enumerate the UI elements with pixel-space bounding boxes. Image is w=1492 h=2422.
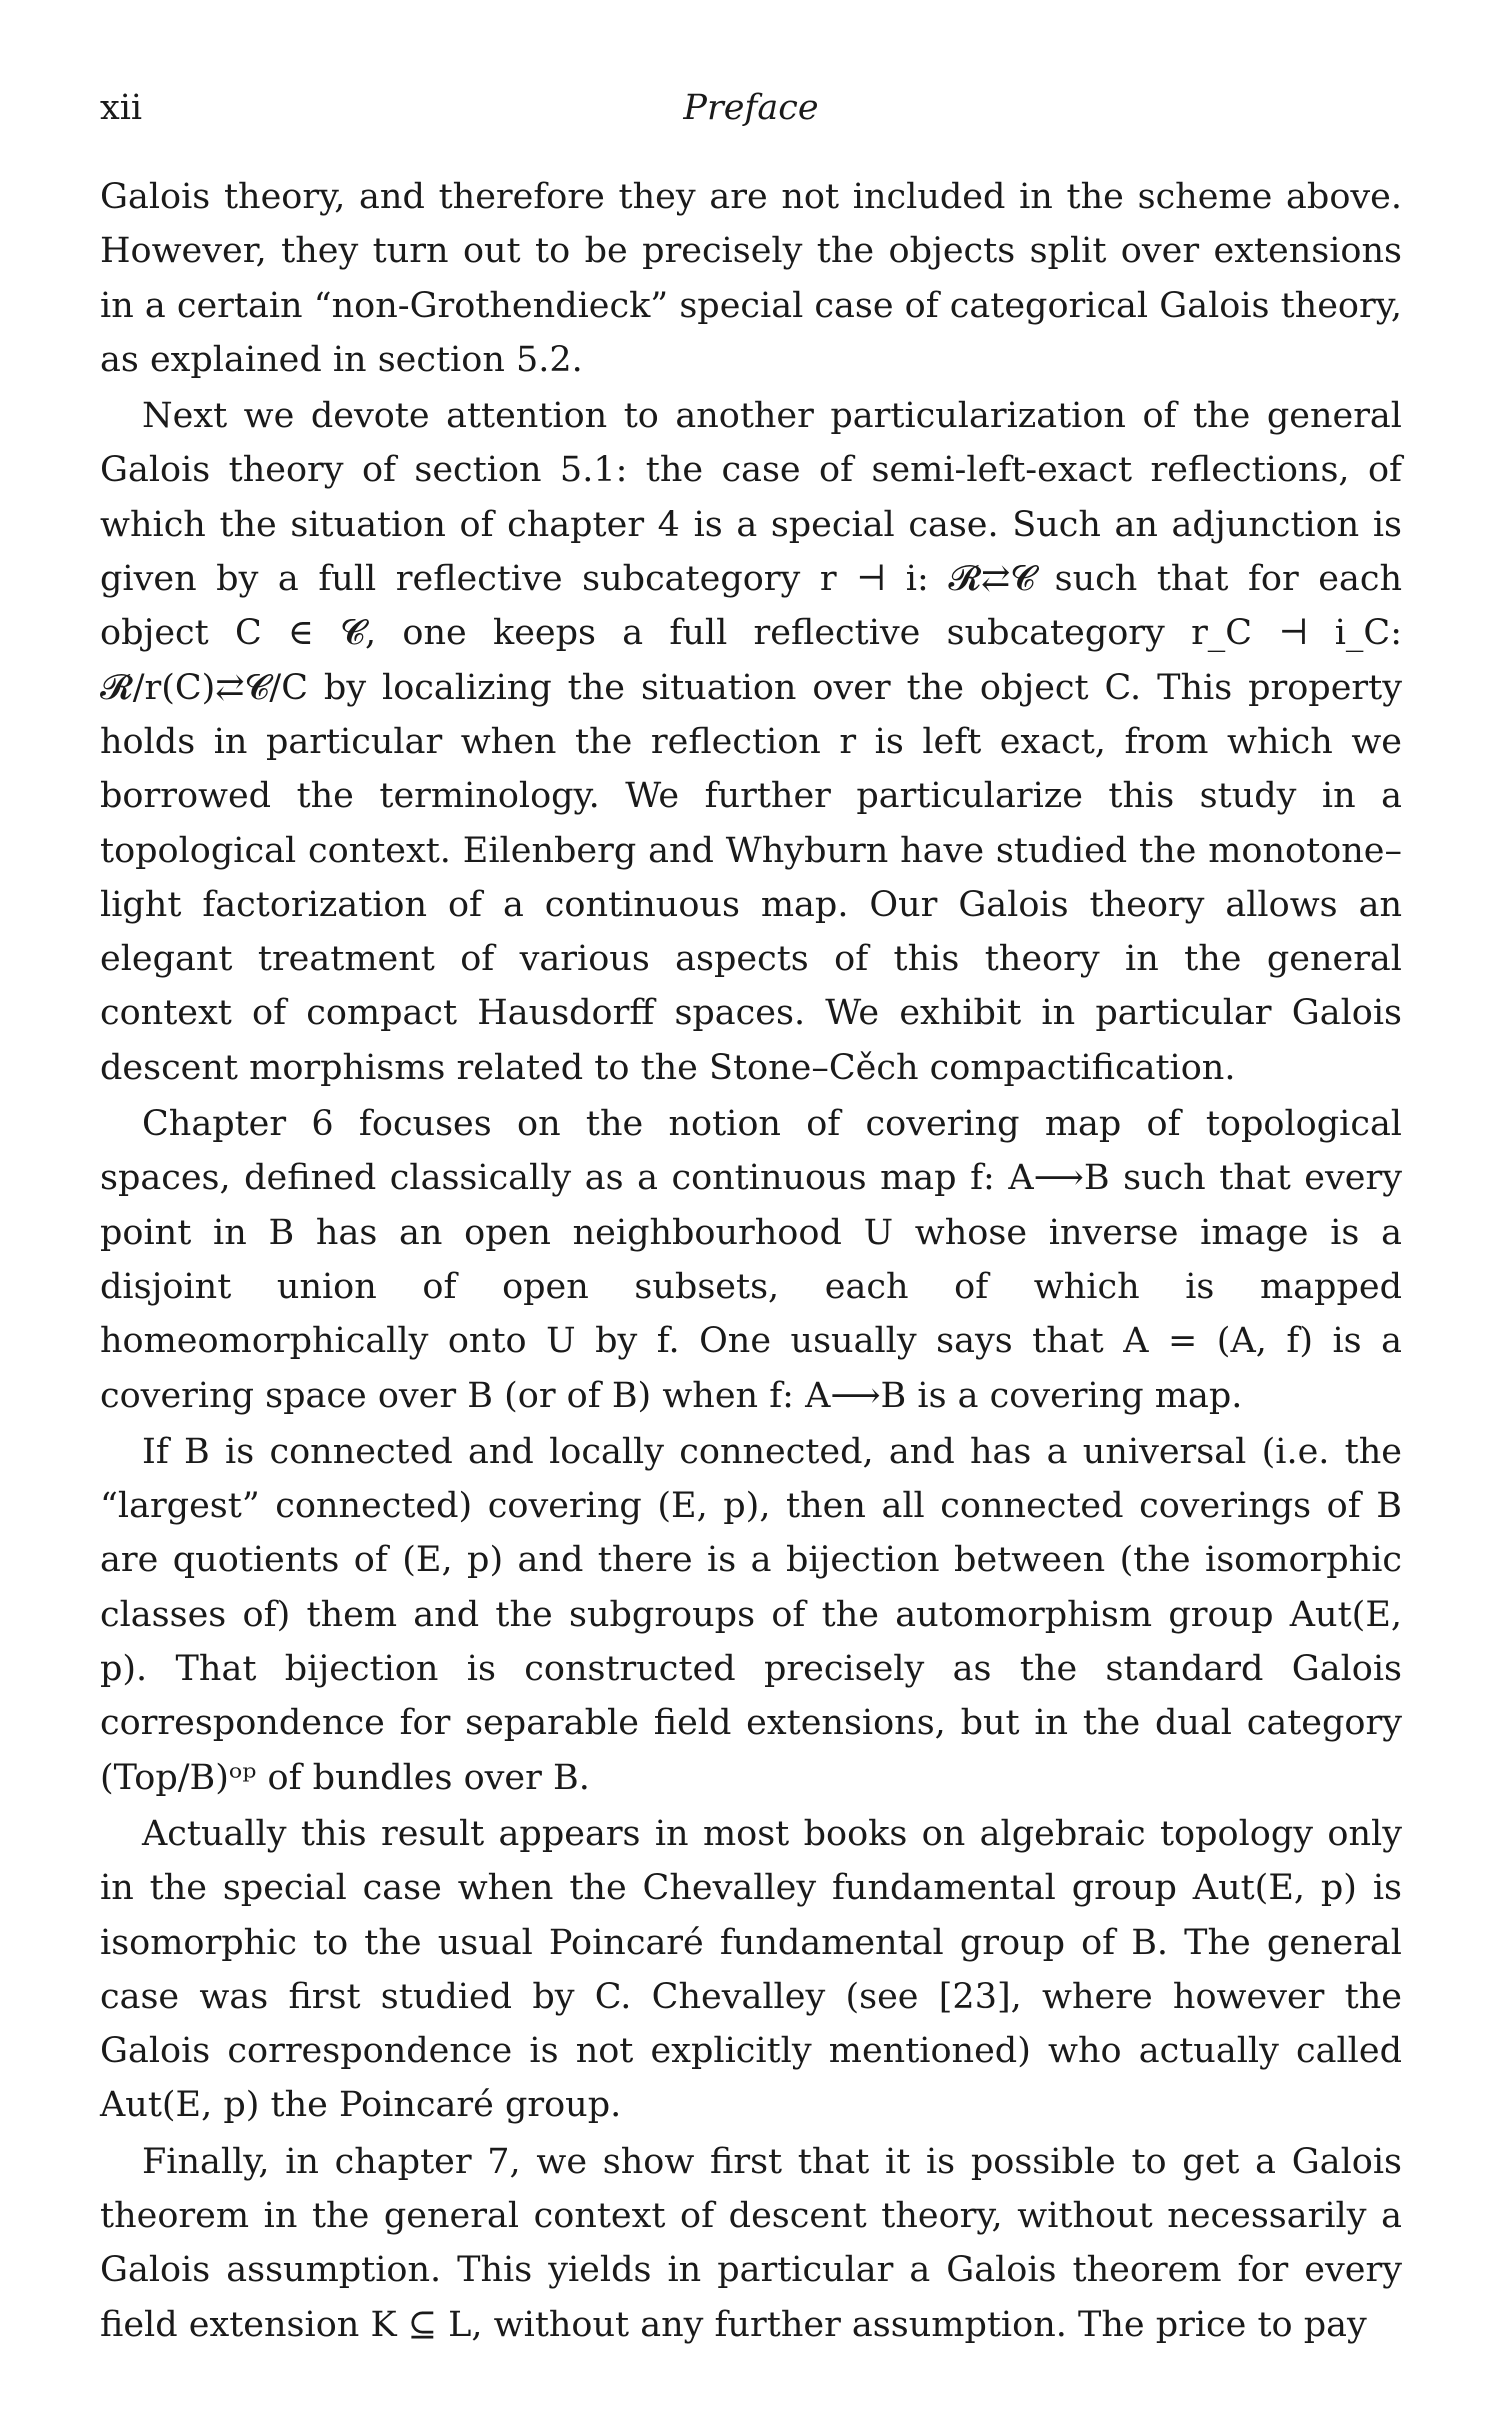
paragraph-6: Finally, in chapter 7, we show first that it is possible to get a Galois theorem in the general context of descent theory, without necessarily a Galois assumption. This yields in particular a Galois theorem for every field extension K ⊆ L, without any further assumption. The price to pay — [100, 2141, 1402, 2345]
body-text — [100, 170, 1402, 2352]
paragraph-4: If B is connected and locally connected, and has a universal (i.e. the “largest” connected) covering (E, p), then all connected coverings of B are quotients of (E, p) and there is a bijection between (the isomorphic classes of) them and the subgroups of the automorphism group Aut(E, p). That bijection is constructed precisely as the standard Galois correspondence for separable field extensions, but in the dual category (Top/B)ᵒᵖ of bundles over B. — [100, 1431, 1402, 1798]
paragraph-1: Galois theory, and therefore they are not included in the scheme above. However, they turn out to be precisely the objects split over extensions in a certain “non-Grothendieck” special case of categorical Galois theory, as explained in section 5.2. — [100, 177, 1402, 380]
page-header — [100, 88, 1402, 138]
running-head: Preface — [683, 88, 819, 128]
paragraph-3: Chapter 6 focuses on the notion of covering map of topological spaces, defined classically as a continuous map f: A⟶B such that every point in B has an open neighbourhood U whose inverse image is a disjoint union of open subsets, each of which is mapped homeomorphically onto U by f. One usually says that A = (A, f) is a covering space over B (or of B) when f: A⟶B is a covering map. — [100, 1104, 1402, 1416]
book-page — [100, 88, 1402, 2352]
page-number: xii — [100, 88, 143, 128]
paragraph-2: Next we devote attention to another particularization of the general Galois theory of section 5.1: the case of semi-left-exact reflections, of which the situation of chapter 4 is a special case. Such an adjunction is given by a full reflective subcategory r ⊣ i: 𝓡⇄𝓒 such that for each object C ∈ 𝓒, one keeps a full reflective subcategory r_C ⊣ i_C: 𝓡/r(C)⇄𝓒/C by localizing the situation over the object C. This property holds in particular when the reflection r is left exact, from which we borrowed the terminology. We further particularize this study in a topological context. Eilenberg and Whyburn have studied the monotone–light factorization of a continuous map. Our Galois theory allows an elegant treatment of various aspects of this theory in the general context of compact Hausdorff spaces. We exhibit in particular Galois descent morphisms related to the Stone–Cěch compactification. — [100, 396, 1402, 1088]
paragraph-5: Actually this result appears in most books on algebraic topology only in the special case when the Chevalley fundamental group Aut(E, p) is isomorphic to the usual Poincaré fundamental group of B. The general case was first studied by C. Chevalley (see [23], where however the Galois correspondence is not explicitly mentioned) who actually called Aut(E, p) the Poincaré group. — [100, 1813, 1402, 2126]
